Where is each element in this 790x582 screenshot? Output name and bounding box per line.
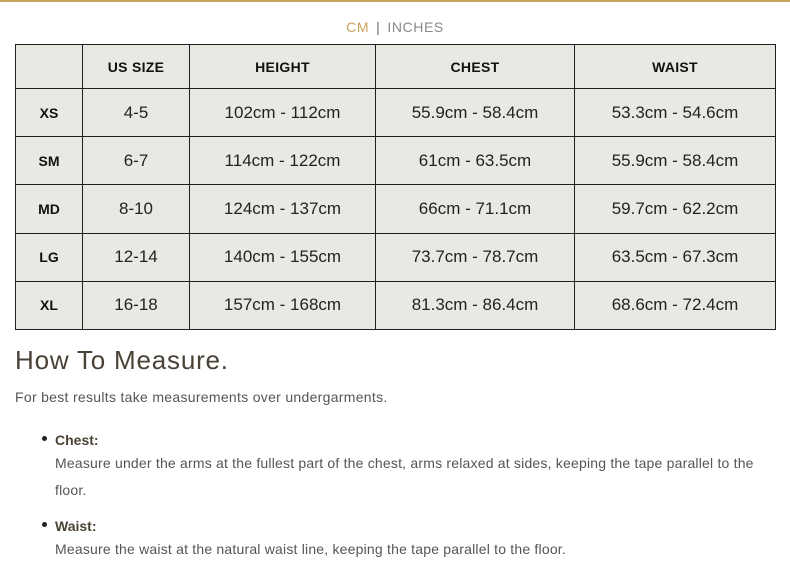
size-label: XL bbox=[16, 281, 83, 329]
header-waist: WAIST bbox=[575, 45, 776, 89]
height-cell: 157cm - 168cm bbox=[190, 281, 376, 329]
list-item bbox=[55, 516, 773, 563]
how-to-measure-title: How To Measure. bbox=[15, 345, 229, 375]
waist-cell: 55.9cm - 58.4cm bbox=[575, 137, 776, 185]
chest-cell: 73.7cm - 78.7cm bbox=[376, 233, 575, 281]
waist-cell: 59.7cm - 62.2cm bbox=[575, 185, 776, 233]
waist-cell: 53.3cm - 54.6cm bbox=[575, 89, 776, 137]
chest-cell: 61cm - 63.5cm bbox=[376, 137, 575, 185]
unit-inches-option[interactable]: INCHES bbox=[387, 19, 444, 35]
bullet-icon bbox=[42, 522, 47, 527]
measure-instructions-list bbox=[55, 430, 773, 575]
height-cell: 114cm - 122cm bbox=[190, 137, 376, 185]
waist-cell: 68.6cm - 72.4cm bbox=[575, 281, 776, 329]
size-chart-table bbox=[15, 44, 776, 330]
measure-term-chest: Chest: bbox=[55, 432, 99, 448]
size-label: LG bbox=[16, 233, 83, 281]
measure-term-waist: Waist: bbox=[55, 518, 97, 534]
height-cell: 124cm - 137cm bbox=[190, 185, 376, 233]
how-to-measure-intro: For best results take measurements over undergarments. bbox=[15, 389, 388, 405]
table-row bbox=[16, 137, 776, 185]
chest-cell: 81.3cm - 86.4cm bbox=[376, 281, 575, 329]
table-header-row bbox=[16, 45, 776, 89]
height-cell: 140cm - 155cm bbox=[190, 233, 376, 281]
unit-cm-option[interactable]: CM bbox=[346, 19, 370, 35]
measure-desc-waist: Measure the waist at the natural waist line, keeping the tape parallel to the floor. bbox=[55, 541, 566, 557]
list-item bbox=[55, 430, 773, 504]
us-size-cell: 8-10 bbox=[83, 185, 190, 233]
table-row bbox=[16, 185, 776, 233]
size-label: MD bbox=[16, 185, 83, 233]
header-us-size: US SIZE bbox=[83, 45, 190, 89]
header-corner bbox=[16, 45, 83, 89]
unit-separator: | bbox=[376, 19, 381, 35]
chest-cell: 66cm - 71.1cm bbox=[376, 185, 575, 233]
us-size-cell: 16-18 bbox=[83, 281, 190, 329]
table-row bbox=[16, 233, 776, 281]
size-label: XS bbox=[16, 89, 83, 137]
waist-cell: 63.5cm - 67.3cm bbox=[575, 233, 776, 281]
unit-toggle bbox=[0, 19, 790, 35]
table-row bbox=[16, 281, 776, 329]
table-row bbox=[16, 89, 776, 137]
bullet-icon bbox=[42, 436, 47, 441]
us-size-cell: 4-5 bbox=[83, 89, 190, 137]
top-accent-rule bbox=[0, 0, 790, 2]
us-size-cell: 6-7 bbox=[83, 137, 190, 185]
chest-cell: 55.9cm - 58.4cm bbox=[376, 89, 575, 137]
header-height: HEIGHT bbox=[190, 45, 376, 89]
height-cell: 102cm - 112cm bbox=[190, 89, 376, 137]
header-chest: CHEST bbox=[376, 45, 575, 89]
us-size-cell: 12-14 bbox=[83, 233, 190, 281]
measure-desc-chest: Measure under the arms at the fullest part of the chest, arms relaxed at sides, keeping the tape parallel to the floor. bbox=[55, 455, 754, 498]
size-label: SM bbox=[16, 137, 83, 185]
